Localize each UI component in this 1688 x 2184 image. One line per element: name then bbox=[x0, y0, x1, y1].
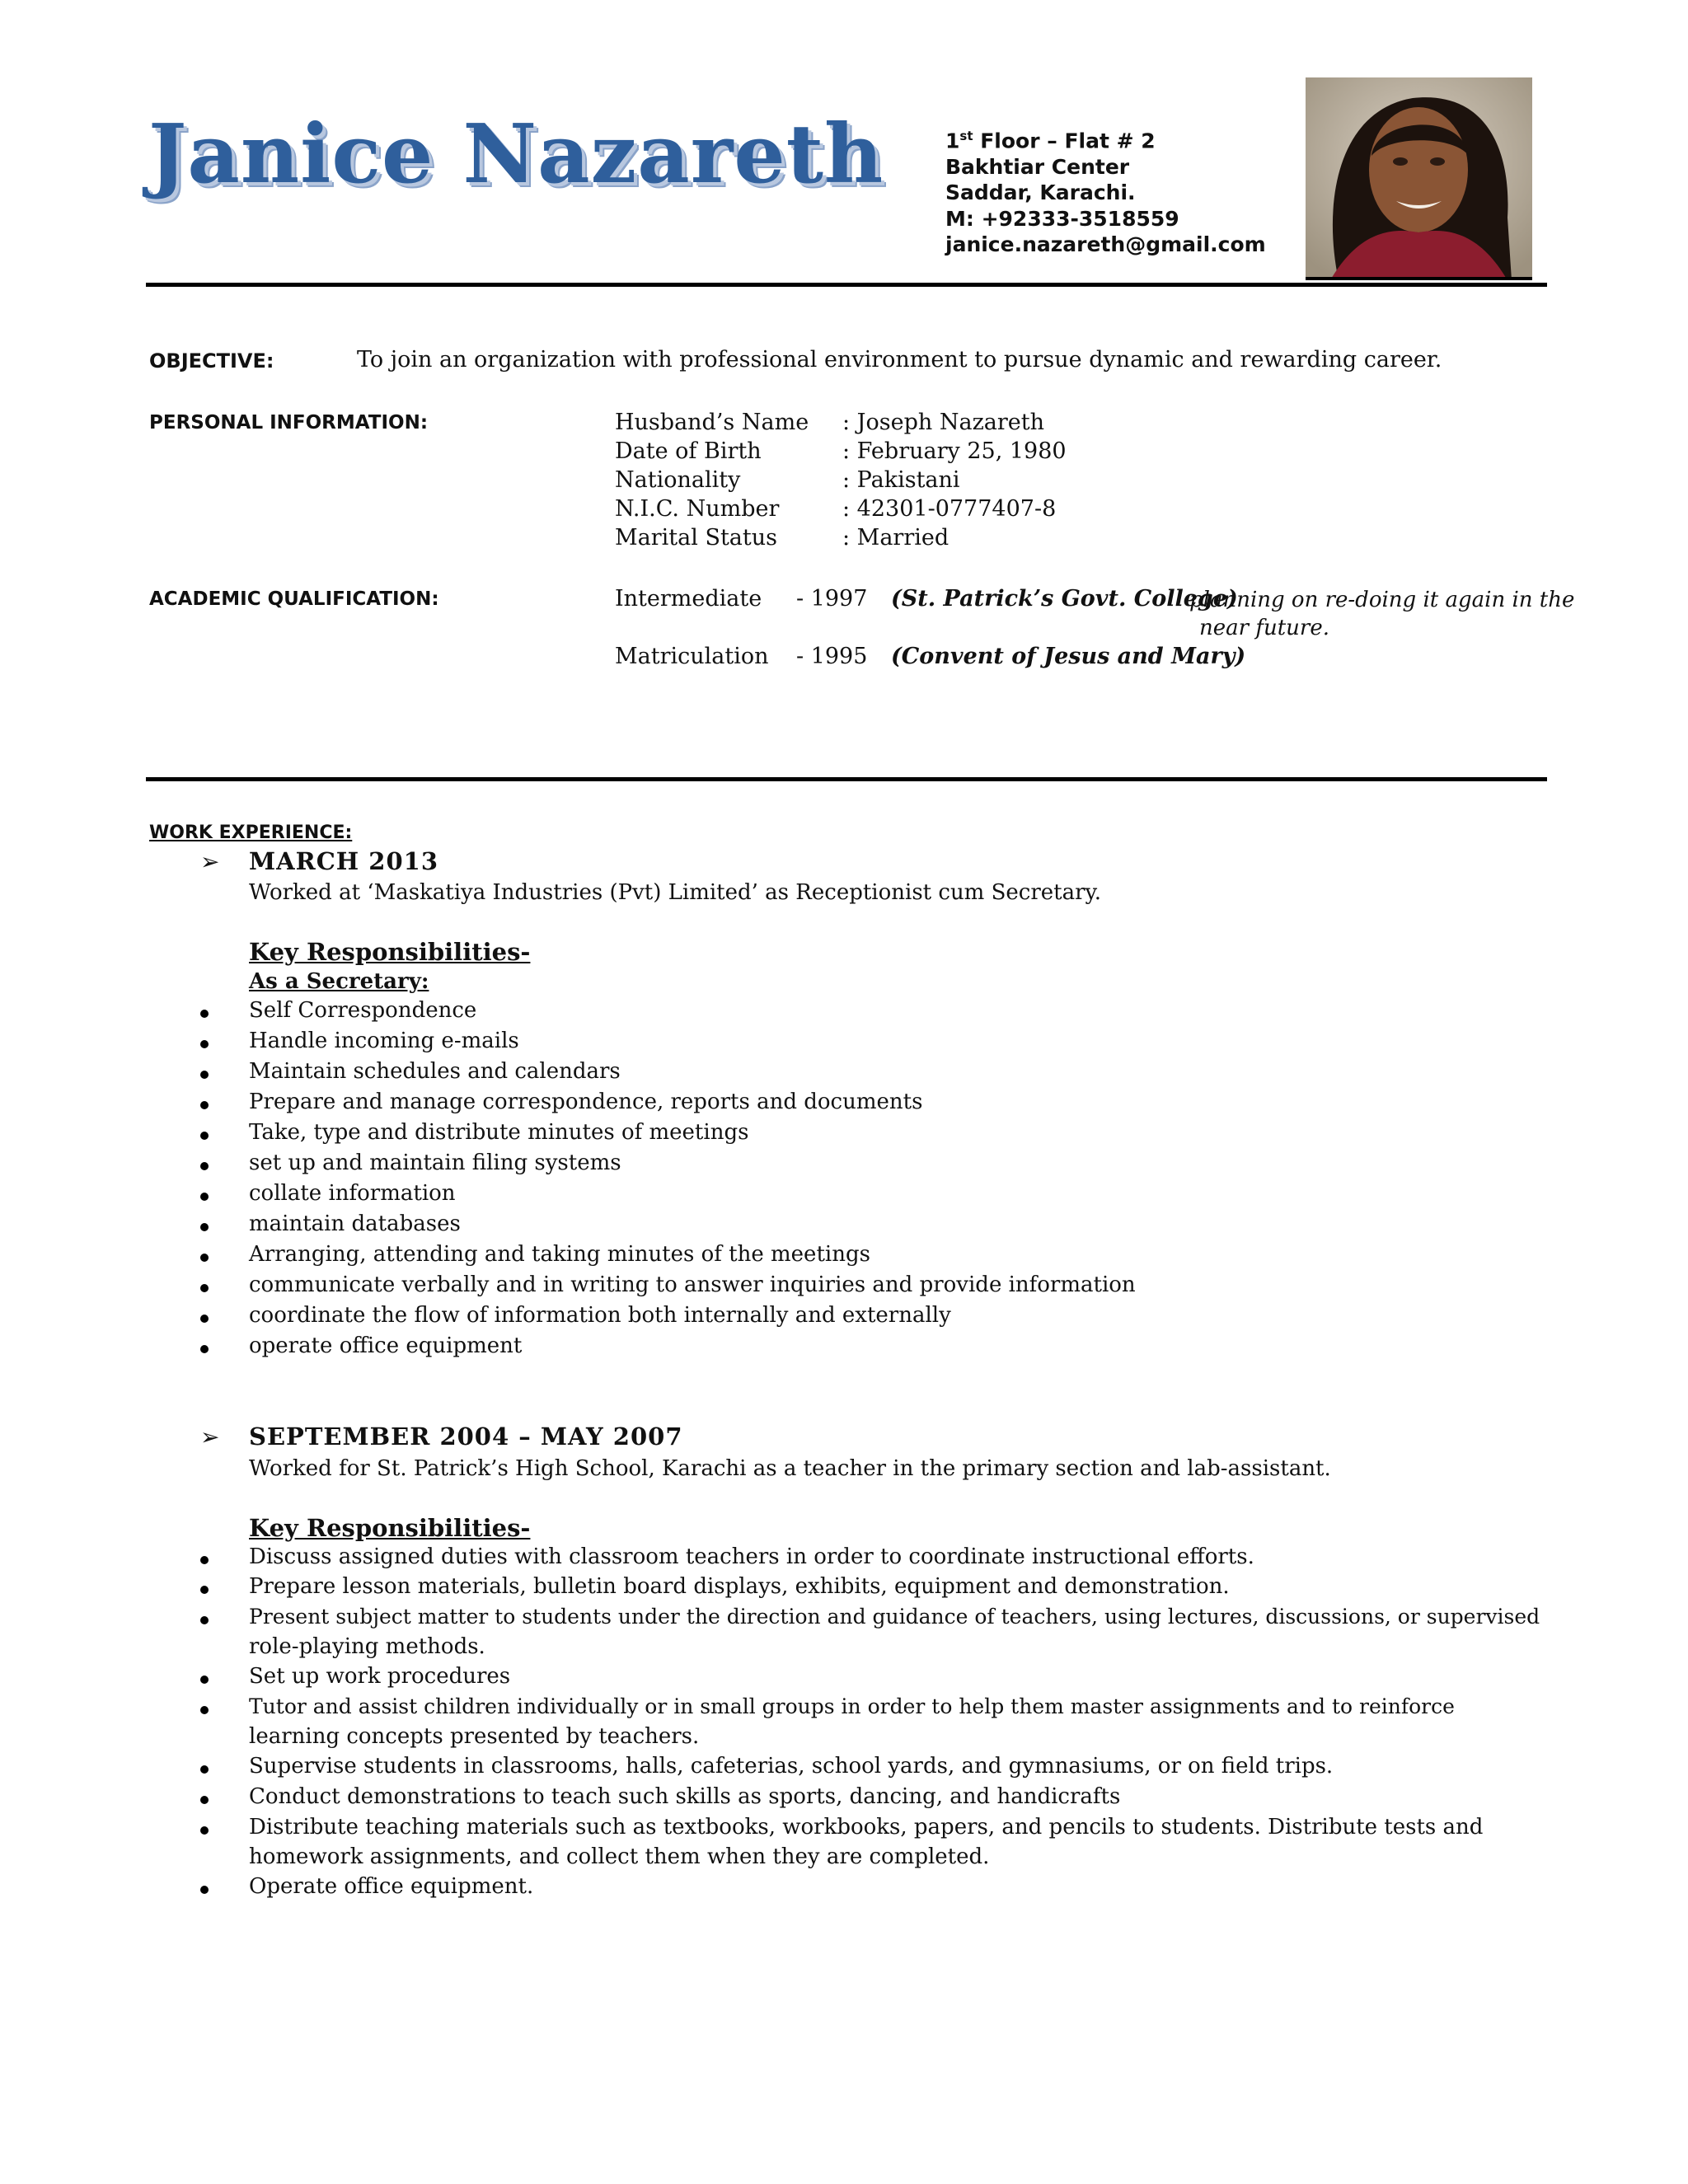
list-item: Arranging, attending and taking minutes of the meetings bbox=[249, 1242, 870, 1267]
list-item: Tutor and assist children individually or in small groups in order to help them master assignments and to reinforce bbox=[249, 1694, 1455, 1718]
list-item: Prepare lesson materials, bulletin board displays, exhibits, equipment and demonstration. bbox=[249, 1574, 1230, 1599]
bullet-icon bbox=[200, 1616, 209, 1624]
work-experience-label: WORK EXPERIENCE: bbox=[149, 823, 353, 843]
academic-year-2: - 1995 bbox=[796, 644, 868, 669]
personal-info-row: Husband’s Name : Joseph Nazareth bbox=[615, 410, 1045, 435]
list-item-continuation: homework assignments, and collect them when they are completed. bbox=[249, 1844, 990, 1869]
list-item: coordinate the flow of information both internally and externally bbox=[249, 1303, 951, 1328]
list-item: Self Correspondence bbox=[249, 998, 477, 1023]
email-address: janice.nazareth@gmail.com bbox=[945, 232, 1266, 257]
candidate-name: Janice Nazareth bbox=[148, 107, 884, 202]
bullet-icon bbox=[200, 1010, 209, 1018]
academic-note-2: near future. bbox=[1199, 616, 1329, 640]
list-item: collate information bbox=[249, 1181, 456, 1206]
list-item-continuation: learning concepts presented by teachers. bbox=[249, 1724, 700, 1749]
personal-info-row: Nationality : Pakistani bbox=[615, 467, 960, 493]
profile-photo bbox=[1306, 77, 1532, 280]
list-item: Present subject matter to students under the direction and guidance of teachers, using lectures, discussions, or supervised bbox=[249, 1605, 1540, 1629]
bullet-icon bbox=[200, 1162, 209, 1170]
list-item: Take, type and distribute minutes of meetings bbox=[249, 1120, 749, 1145]
academic-level-1: Intermediate bbox=[615, 586, 762, 612]
list-item: Operate office equipment. bbox=[249, 1874, 534, 1899]
bullet-icon bbox=[200, 1071, 209, 1079]
bullet-icon bbox=[200, 1132, 209, 1140]
personal-info-table bbox=[615, 410, 1067, 554]
contact-block bbox=[945, 124, 1266, 258]
list-item: Handle incoming e-mails bbox=[249, 1029, 519, 1053]
list-item: operate office equipment bbox=[249, 1333, 523, 1358]
job-date: SEPTEMBER 2004 – MAY 2007 bbox=[249, 1422, 683, 1451]
personal-info-row: Date of Birth : February 25, 1980 bbox=[615, 438, 1067, 464]
address-line-1: 1st Floor – Flat # 2 bbox=[945, 129, 1156, 153]
list-item: Conduct demonstrations to teach such skills as sports, dancing, and handicrafts bbox=[249, 1784, 1121, 1809]
list-item: Set up work procedures bbox=[249, 1664, 511, 1689]
academic-school-1: (St. Patrick’s Govt. College) bbox=[891, 586, 1238, 612]
bullet-icon bbox=[200, 1586, 209, 1594]
job-description: Worked for St. Patrick’s High School, Karachi as a teacher in the primary section and lab-assistant. bbox=[249, 1456, 1331, 1481]
list-item: Supervise students in classrooms, halls, cafeterias, school yards, and gymnasiums, or on field trips. bbox=[249, 1754, 1334, 1779]
bullet-icon bbox=[200, 1284, 209, 1292]
bullet-icon bbox=[200, 1101, 209, 1109]
address-line-3: Saddar, Karachi. bbox=[945, 180, 1136, 205]
secretary-subheading: As a Secretary: bbox=[249, 969, 429, 994]
list-item: Prepare and manage correspondence, reports and documents bbox=[249, 1090, 923, 1114]
list-item: Discuss assigned duties with classroom teachers in order to coordinate instructional efforts. bbox=[249, 1544, 1254, 1569]
bullet-icon bbox=[200, 1796, 209, 1804]
list-item: Maintain schedules and calendars bbox=[249, 1059, 621, 1084]
bullet-icon bbox=[200, 1706, 209, 1714]
list-item: maintain databases bbox=[249, 1212, 461, 1236]
bullet-icon bbox=[200, 1223, 209, 1231]
mobile-number: M: +92333-3518559 bbox=[945, 206, 1179, 231]
job-date: MARCH 2013 bbox=[249, 847, 438, 875]
list-item: Distribute teaching materials such as textbooks, workbooks, papers, and pencils to students. Distribute tests and bbox=[249, 1815, 1484, 1840]
objective-label: OBJECTIVE: bbox=[149, 349, 274, 373]
bullet-icon bbox=[200, 1556, 209, 1564]
bullet-icon bbox=[200, 1193, 209, 1201]
list-item: communicate verbally and in writing to answer inquiries and provide information bbox=[249, 1272, 1136, 1297]
arrow-bullet-icon: ➢ bbox=[200, 848, 220, 875]
bullet-icon bbox=[200, 1826, 209, 1835]
list-item-continuation: role-playing methods. bbox=[249, 1634, 485, 1659]
bullet-icon bbox=[200, 1675, 209, 1684]
academic-year-1: - 1997 bbox=[796, 586, 868, 612]
academic-level-2: Matriculation bbox=[615, 644, 769, 669]
bullet-icon bbox=[200, 1886, 209, 1894]
personal-info-row: Marital Status : Married bbox=[615, 525, 950, 551]
job-description: Worked at ‘Maskatiya Industries (Pvt) Limited’ as Receptionist cum Secretary. bbox=[249, 880, 1102, 905]
academic-note-1: planning on re-doing it again in the bbox=[1189, 588, 1575, 612]
bullet-icon bbox=[200, 1040, 209, 1048]
academic-label: ACADEMIC QUALIFICATION: bbox=[149, 588, 439, 610]
academic-school-2: (Convent of Jesus and Mary) bbox=[891, 644, 1246, 669]
bullet-icon bbox=[200, 1345, 209, 1353]
key-responsibilities-heading: Key Responsibilities- bbox=[249, 938, 531, 966]
personal-info-label: PERSONAL INFORMATION: bbox=[149, 412, 429, 434]
key-responsibilities-heading: Key Responsibilities- bbox=[249, 1514, 531, 1542]
header-divider bbox=[146, 283, 1547, 287]
arrow-bullet-icon: ➢ bbox=[200, 1423, 220, 1451]
personal-info-row: N.I.C. Number : 42301-0777407-8 bbox=[615, 496, 1057, 522]
list-item: set up and maintain filing systems bbox=[249, 1151, 621, 1175]
objective-text: To join an organization with professional environment to pursue dynamic and rewarding career. bbox=[357, 347, 1442, 373]
bullet-icon bbox=[200, 1315, 209, 1323]
bullet-icon bbox=[200, 1254, 209, 1262]
address-line-2: Bakhtiar Center bbox=[945, 154, 1130, 179]
section-divider bbox=[146, 777, 1547, 781]
bullet-icon bbox=[200, 1765, 209, 1774]
